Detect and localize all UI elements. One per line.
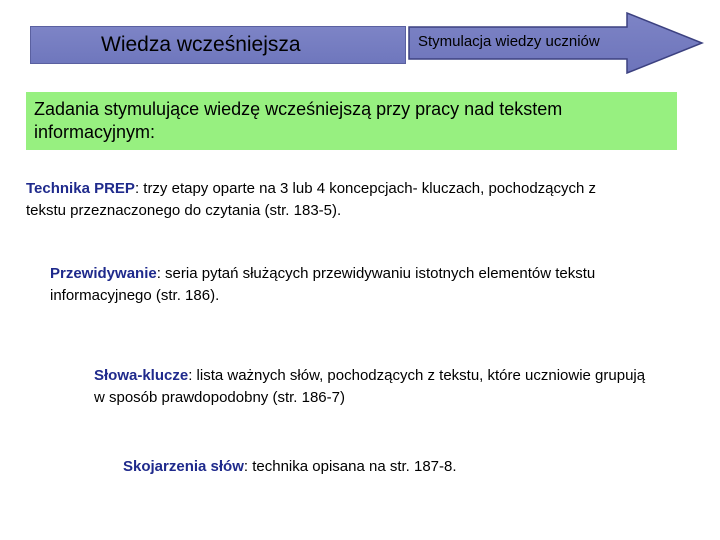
prior-knowledge-box [30, 26, 406, 64]
item-keywords [94, 365, 654, 409]
item-text: : lista ważnych słów, pochodzących z tekstu, które uczniowie grupują w sposób prawdopodobny (str. 186-7) [94, 367, 646, 406]
arrow-label: Stymulacja wiedzy uczniów [418, 33, 600, 50]
item-term: Przewidywanie [50, 265, 157, 282]
banner-text: Zadania stymulujące wiedzę wcześniejszą przy pracy nad tekstem informacyjnym: [34, 99, 563, 142]
item-text: : trzy etapy oparte na 3 lub 4 koncepcjach- kluczach, pochodzących z tekstu przeznaczonego do czytania (str. 183-5). [26, 180, 597, 219]
item-text: : seria pytań służących przewidywaniu istotnych elementów tekstu informacyjnego (str. 186). [50, 265, 596, 304]
prior-knowledge-label: Wiedza wcześniejsza [101, 33, 301, 56]
item-term: Skojarzenia słów [123, 458, 244, 475]
item-word-associations [123, 456, 623, 478]
item-prep [26, 178, 626, 222]
stimulation-arrow [408, 12, 704, 74]
item-prediction [50, 263, 610, 307]
task-banner [26, 92, 677, 150]
item-term: Słowa-klucze [94, 367, 189, 384]
item-term: Technika PREP [26, 180, 135, 197]
item-text: : technika opisana na str. 187-8. [243, 458, 457, 475]
